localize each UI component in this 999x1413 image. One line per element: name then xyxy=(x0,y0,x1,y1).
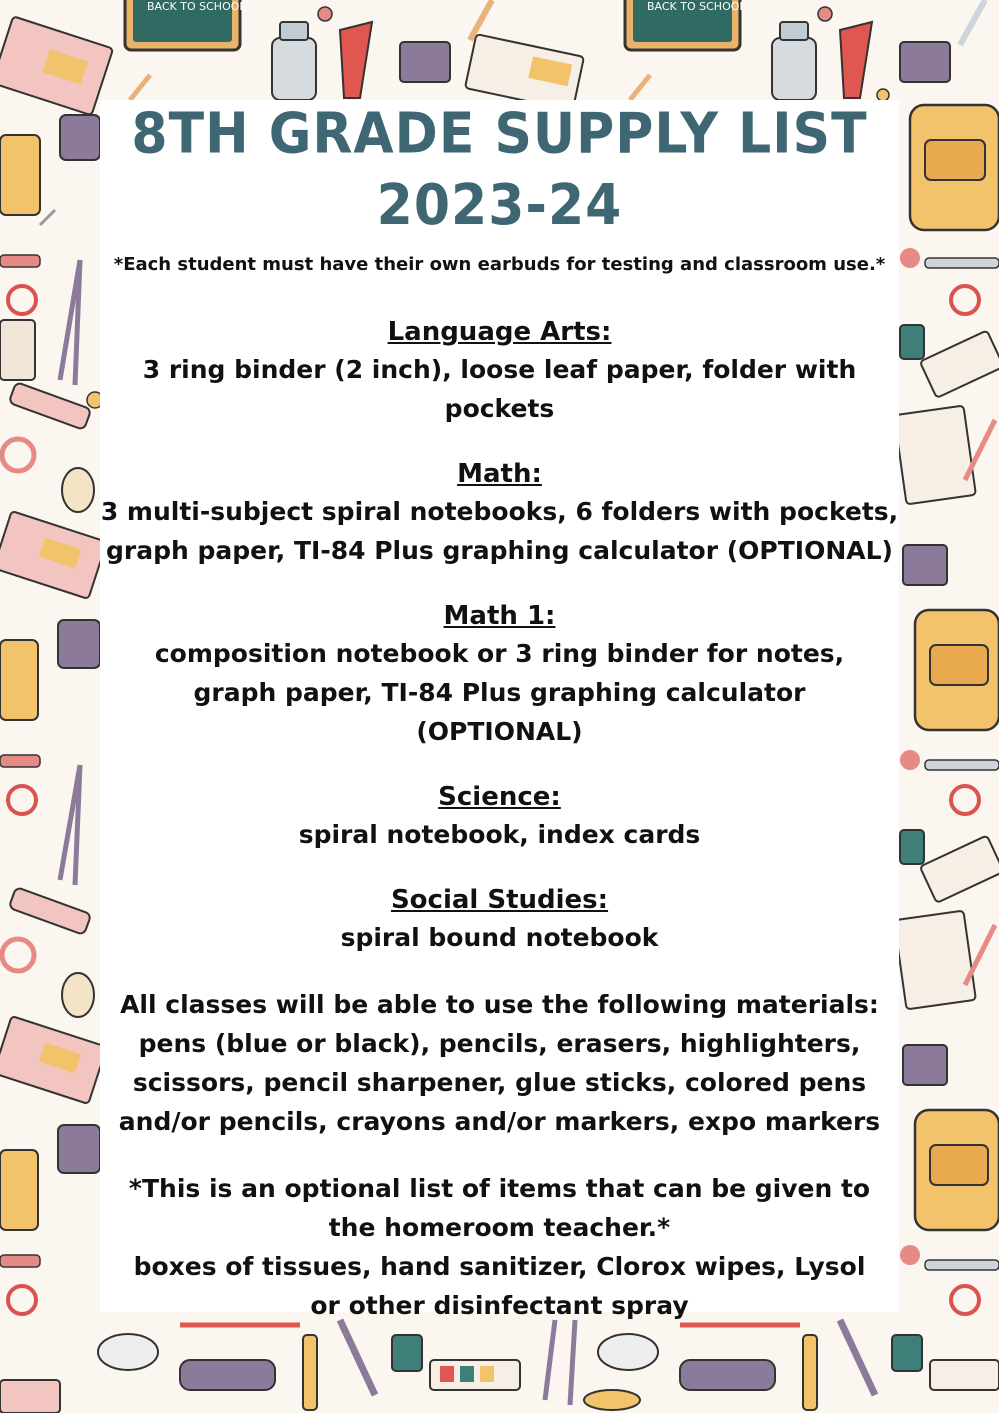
section-math-1 xyxy=(100,598,899,751)
section-heading: Math 1: xyxy=(443,601,556,631)
optional-items: boxes of tissues, hand sanitizer, Clorox wipes, Lysol or other disinfectant spray xyxy=(133,1252,866,1320)
page-title: 8TH GRADE SUPPLY LIST 2023-24 xyxy=(131,101,868,239)
section-items: 3 ring binder (2 inch), loose leaf paper, folder with pockets xyxy=(142,355,857,423)
all-classes-intro: All classes will be able to use the following materials: xyxy=(120,990,879,1019)
section-heading: Language Arts: xyxy=(387,317,612,347)
earbuds-note: *Each student must have their own earbuds for testing and classroom use.* xyxy=(113,254,886,275)
chalkboard-left-icon xyxy=(125,0,246,50)
section-science xyxy=(100,779,899,854)
section-heading: Science: xyxy=(438,782,561,812)
all-classes-items: pens (blue or black), pencils, erasers, highlighters, scissors, pencil sharpener, glue sticks, colored pens and/or pencils, crayons and/or markers, expo markers xyxy=(118,1029,881,1136)
chalkboard-right-icon xyxy=(625,0,746,50)
section-math xyxy=(100,456,899,570)
section-language-arts xyxy=(100,314,899,428)
svg-text:BACK TO SCHOOL: BACK TO SCHOOL xyxy=(647,0,746,13)
section-items: spiral notebook, index cards xyxy=(298,820,701,849)
section-items: composition notebook or 3 ring binder for notes, graph paper, TI-84 Plus graphing calculator (OPTIONAL) xyxy=(154,639,845,746)
section-all-classes xyxy=(100,985,899,1141)
optional-note: *This is an optional list of items that can be given to the homeroom teacher.* xyxy=(128,1174,871,1242)
section-heading: Social Studies: xyxy=(390,885,609,915)
section-items: 3 multi-subject spiral notebooks, 6 folders with pockets, graph paper, TI-84 Plus graphing calculator (OPTIONAL) xyxy=(100,497,899,565)
section-heading: Math: xyxy=(457,459,542,489)
supply-list-card xyxy=(100,100,899,1320)
section-items: spiral bound notebook xyxy=(340,923,659,952)
section-social-studies xyxy=(100,882,899,957)
section-optional xyxy=(100,1169,899,1325)
svg-text:BACK TO SCHOOL: BACK TO SCHOOL xyxy=(147,0,246,13)
